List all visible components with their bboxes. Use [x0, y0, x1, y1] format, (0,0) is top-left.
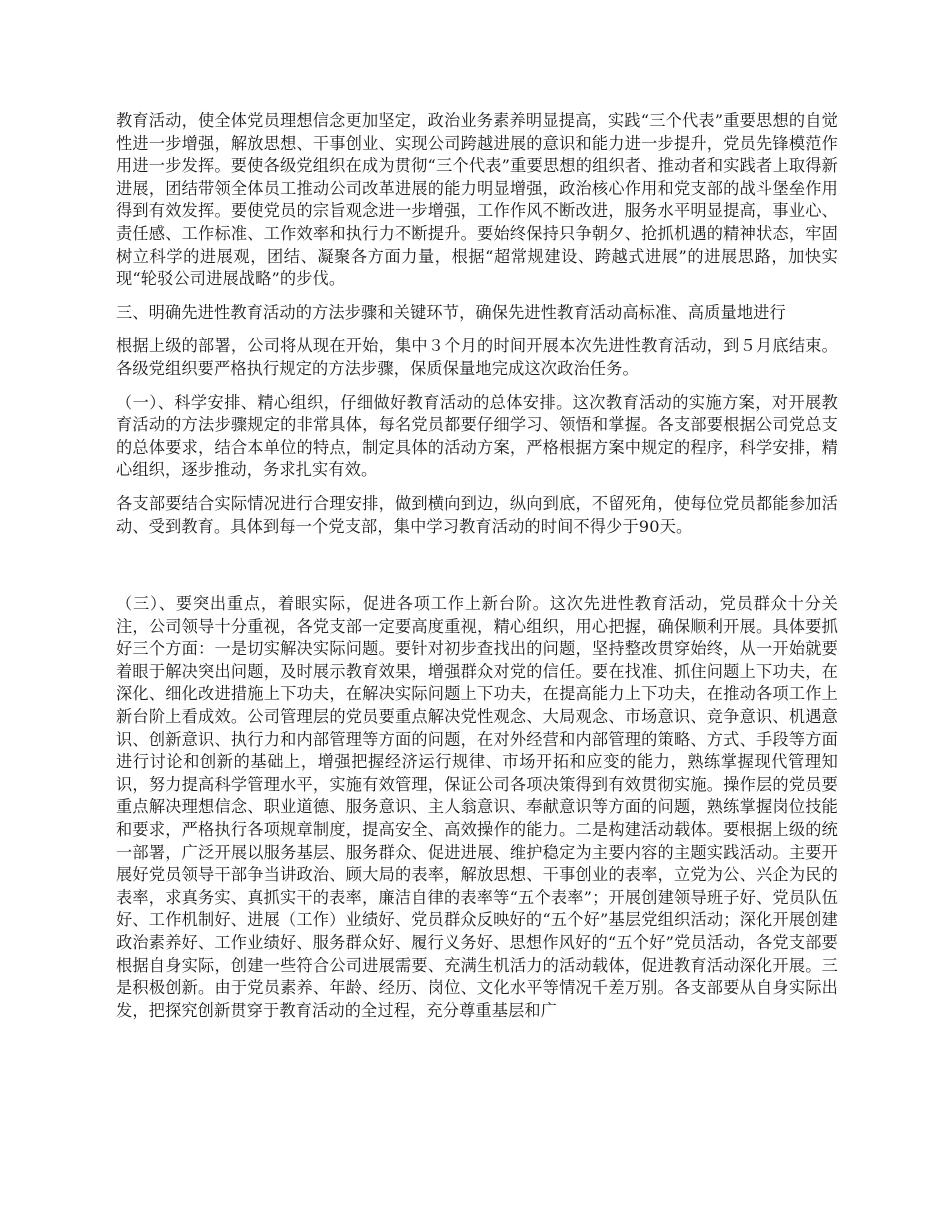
paragraph-item-three: （三）、要突出重点，着眼实际，促进各项工作上新台阶。这次先进性教育活动，党员群众十分关注，公司领导十分重视，各党支部一定要高度重视，精心组织，用心把握，确保顺利开展。具体要抓好三个方面：一是切实解决实际问题。要针对初步查找出的问题，坚持整改贯穿始终，从一开始就要着眼于解决突出问题，及时展示教育效果，增强群众对党的信任。要在找准、抓住问题上下功夫，在深化、细化改进措施上下功夫，在解决实际问题上下功夫，在提高能力上下功夫，在推动各项工作上新台阶上看成效。公司管理层的党员要重点解决党性观念、大局观念、市场意识、竞争意识、机遇意识、创新意识、执行力和内部管理等方面的问题，在对外经营和内部管理的策略、方式、手段等方面进行讨论和创新的基础上，增强把握经济运行规律、市场开拓和应变的能力，熟练掌握现代管理知识，努力提高科学管理水平，实施有效管理，保证公司各项决策得到有效贯彻实施。操作层的党员要重点解决理想信念、职业道德、服务意识、主人翁意识、奉献意识等方面的问题，熟练掌握岗位技能和要求，严格执行各项规章制度，提高安全、高效操作的能力。二是构建活动载体。要根据上级的统一部署，广泛开展以服务基层、服务群众、促进进展、维护稳定为主要内容的主题实践活动。主要开展好党员领导干部争当讲政治、顾大局的表率，解放思想、干事创业的表率，立党为公、兴企为民的表率，求真务实、真抓实干的表率，廉洁自律的表率等“五个表率”；开展创建领导班子好、党员队伍好、工作机制好、进展（工作）业绩好、党员群众反映好的“五个好”基层党组织活动；深化开展创建政治素养好、工作业绩好、服务群众好、履行义务好、思想作风好的“五个好”党员活动，各党支部要根据自身实际，创建一些符合公司进展需要、充满生机活力的活动载体，促进教育活动深化开展。三是积极创新。由于党员素养、年龄、经历、岗位、文化水平等情况千差万别。各支部要从自身实际出发，把探究创新贯穿于教育活动的全过程，充分尊重基层和广: [116, 594, 838, 1020]
paragraph-schedule: 根据上级的部署，公司将从现在开始，集中３个月的时间开展本次先进性教育活动，到５月底结束。各级党组织要严格执行规定的方法步骤，保质保量地完成这次政治任务。: [116, 336, 838, 378]
blank-gap: [116, 549, 838, 593]
paragraph-item-one: （一）、科学安排、精心组织，仔细做好教育活动的总体安排。这次教育活动的实施方案，对开展教育活动的方法步骤规定的非常具体，每名党员都要仔细学习、领悟和掌握。各支部要根据公司党总支的总体要求，结合本单位的特点，制定具体的活动方案，严格根据方案中规定的程序，科学安排，精心组织，逐步推动，务求扎实有效。: [116, 392, 838, 480]
paragraph-branch-arrangement: 各支部要结合实际情况进行合理安排，做到横向到边，纵向到底，不留死角，使每位党员都能参加活动、受到教育。具体到每一个党支部，集中学习教育活动的时间不得少于90天。: [116, 493, 838, 536]
document-body: [116, 110, 838, 1033]
paragraph-goals: 教育活动，使全体党员理想信念更加坚定，政治业务素养明显提高，实践“三个代表”重要思想的自觉性进一步增强，解放思想、干事创业、实现公司跨越进展的意识和能力进一步提升，党员先锋模范作用进一步发挥。要使各级党组织在成为贯彻“三个代表”重要思想的组织者、推动者和实践者上取得新进展，团结带领全体员工推动公司改革进展的能力明显增强，政治核心作用和党支部的战斗堡垒作用得到有效发挥。要使党员的宗旨观念进一步增强，工作作风不断改进，服务水平明显提高，事业心、责任感、工作标准、工作效率和执行力不断提升。要始终保持只争朝夕、抢抓机遇的精神状态，牢固树立科学的进展观，团结、凝聚各方面力量，根据“超常规建设、跨越式进展”的进展思路，加快实现“轮驳公司进展战略”的步伐。: [116, 111, 838, 289]
section-heading-three: 三、明确先进性教育活动的方法步骤和关键环节，确保先进性教育活动高标准、高质量地进行: [116, 302, 786, 322]
